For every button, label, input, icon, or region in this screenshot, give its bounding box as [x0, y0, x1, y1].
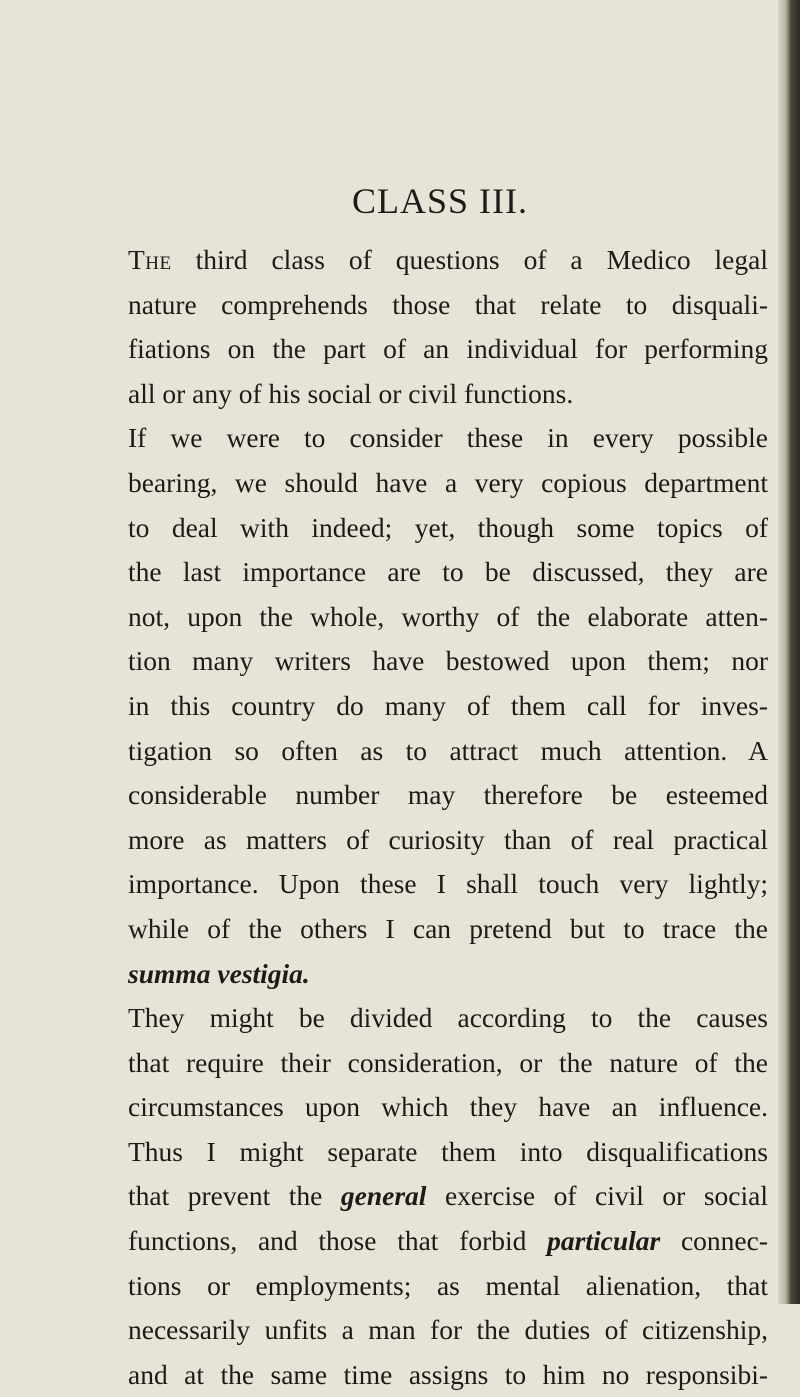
text-line: tions or employments; as mental alienation, that — [128, 1269, 768, 1301]
text-line — [128, 1174, 768, 1219]
text-line: considerable number may therefore be esteemed — [128, 779, 768, 811]
italic-word: general — [340, 1180, 427, 1212]
body-text — [128, 238, 768, 1397]
text-line: tion many writers have bestowed upon them; nor — [128, 645, 768, 677]
line-text: functions, and those that forbid — [128, 1225, 548, 1257]
text-line: They might be divided according to the causes — [128, 1002, 768, 1034]
text-line — [128, 238, 768, 283]
text-line: the last importance are to be discussed, they are — [128, 556, 768, 588]
text-line: to deal with indeed; yet, though some topics of — [128, 511, 768, 543]
page-heading: CLASS III. — [351, 181, 528, 221]
text-line: not, upon the whole, worthy of the elaborate atten- — [128, 600, 768, 632]
italic-phrase: summa vestigia. — [128, 957, 310, 989]
line-text: third class of questions of a Medico legal — [171, 244, 768, 275]
line-text: connec- — [660, 1225, 769, 1257]
text-line: while of the others I can pretend but to trace the — [128, 912, 768, 944]
text-line: Thus I might separate them into disqualifications — [128, 1135, 768, 1167]
text-line: circumstances upon which they have an influence. — [128, 1091, 768, 1123]
text-line: fiations on the part of an individual for performing — [128, 333, 768, 365]
text-line: bearing, we should have a very copious department — [128, 466, 768, 498]
text-line: that require their consideration, or the nature of the — [128, 1046, 768, 1078]
italic-word: particular — [547, 1225, 661, 1257]
text-line: and at the same time assigns to him no responsibi- — [128, 1358, 768, 1390]
line-text: exercise of civil or social — [426, 1180, 768, 1212]
text-line: importance. Upon these I shall touch very lightly; — [128, 868, 768, 900]
text-line: more as matters of curiosity than of real practical — [128, 823, 768, 855]
text-line: in this country do many of them call for inves- — [128, 689, 768, 721]
drop-word: The — [128, 244, 172, 275]
text-line: necessarily unfits a man for the duties of citizenship, — [128, 1314, 768, 1346]
text-line — [128, 1219, 768, 1264]
text-line: tigation so often as to attract much attention. A — [128, 734, 768, 766]
text-line: If we were to consider these in every possible — [128, 422, 768, 454]
text-line: all or any of his social or civil functions. — [128, 377, 574, 409]
text-line — [128, 952, 768, 997]
text-line: nature comprehends those that relate to disquali- — [128, 288, 768, 320]
line-text: that prevent the — [128, 1180, 341, 1212]
